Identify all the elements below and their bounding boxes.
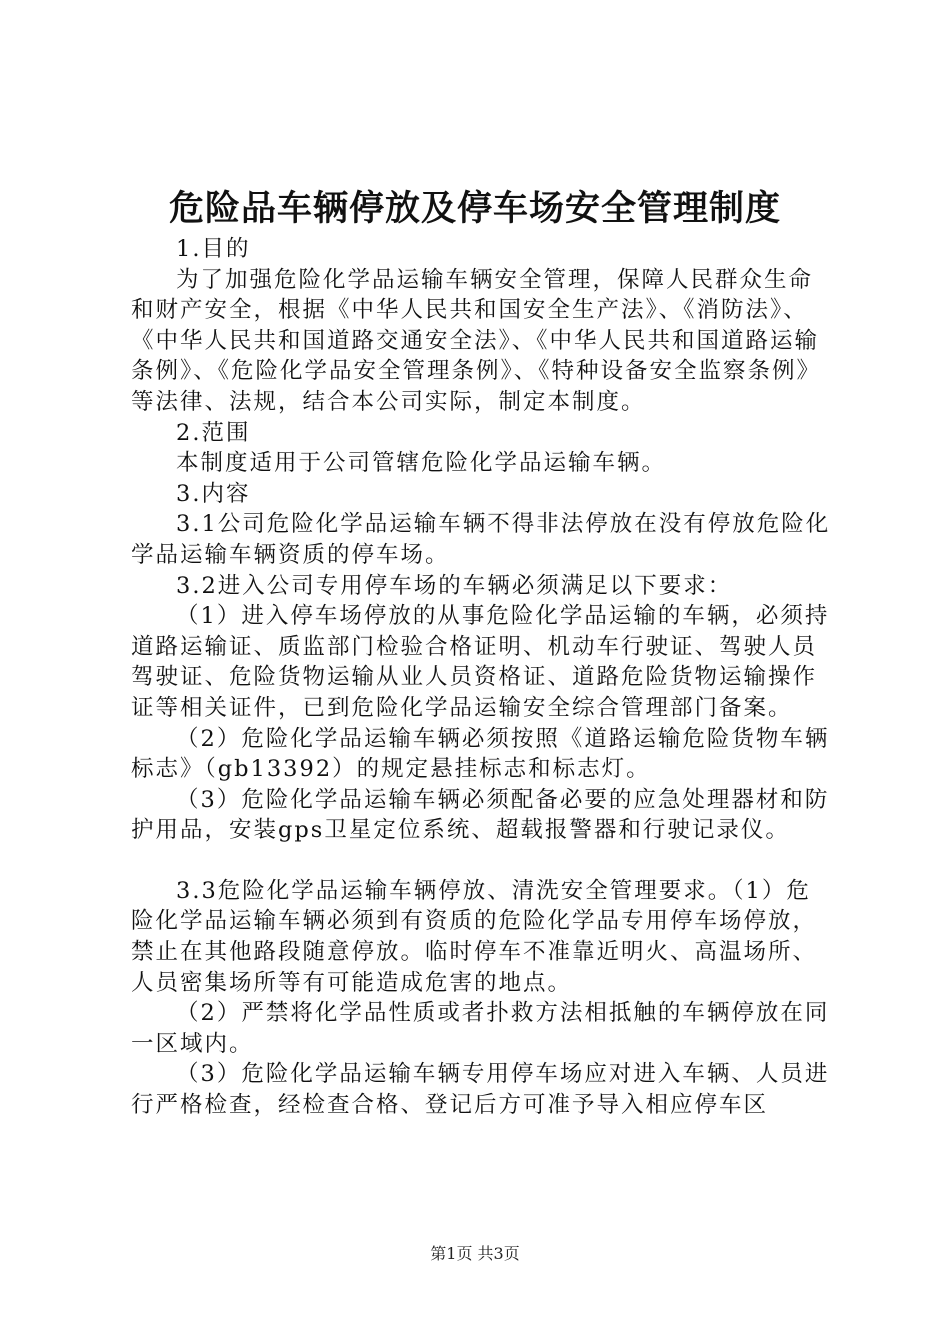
paragraph-3-1: 3.1公司危险化学品运输车辆不得非法停放在没有停放危险化学品运输车辆资质的停车场。 (131, 511, 831, 568)
page-footer: 第1页 共3页 (430, 1244, 520, 1263)
paragraph-3-3: 3.3危险化学品运输车辆停放、清洗安全管理要求。（1）危险化学品运输车辆必须到有资质的危险化学品专用停车场停放，禁止在其他路段随意停放。临时停车不准靠近明火、高温场所、人员密集场所等有可能造成危害的地点。 (131, 877, 818, 996)
document-title: 危险品车辆停放及停车场安全管理制度 (168, 189, 781, 229)
paragraph-3-3-item-3: （3）危险化学品运输车辆专用停车场应对进入车辆、人员进行严格检查，经检查合格、登记后方可准予导入相应停车区 (131, 1061, 830, 1119)
paragraph-scope: 本制度适用于公司管辖危险化学品运输车辆。 (176, 450, 667, 477)
section-heading-scope: 2.范围 (176, 419, 251, 446)
section-heading-content: 3.内容 (176, 480, 251, 507)
paragraph-purpose: 为了加强危险化学品运输车辆安全管理，保障人民群众生命和财产安全，根据《中华人民共和国安全生产法》、《消防法》、《中华人民共和国道路交通安全法》、《中华人民共和国道路运输条例》、《危险化学品安全管理条例》、《特种设备安全监察条例》等法律、法规，结合本公司实际，制定本制度。 (131, 266, 822, 415)
paragraph-3-2-item-3: （3）危险化学品运输车辆必须配备必要的应急处理器材和防护用品，安装gps卫星定位系统、超载报警器和行驶记录仪。 (131, 786, 830, 844)
paragraph-3-3-item-2: （2）严禁将化学品性质或者扑救方法相抵触的车辆停放在同一区域内。 (131, 1000, 830, 1057)
section-heading-purpose: 1.目的 (176, 236, 251, 262)
paragraph-3-2-item-1: （1）进入停车场停放的从事危险化学品运输的车辆，必须持道路运输证、质监部门检验合格证明、机动车行驶证、驾驶人员驾驶证、危险货物运输从业人员资格证、道路危险货物运输操作证等相关证件，已到危险化学品运输安全综合管理部门备案。 (131, 603, 830, 721)
document-body (131, 234, 833, 1121)
paragraph-3-2: 3.2进入公司专用停车场的车辆必须满足以下要求： (176, 572, 733, 599)
paragraph-3-2-item-2: （2）危险化学品运输车辆必须按照《道路运输危险货物车辆标志》（gb13392）的规定悬挂标志和标志灯。 (131, 725, 830, 783)
